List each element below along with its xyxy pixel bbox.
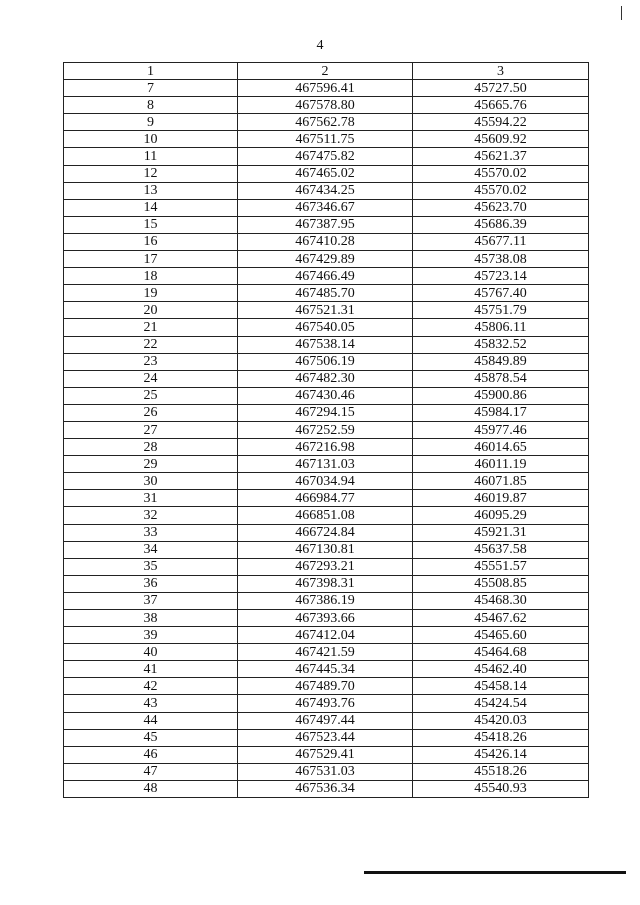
table-row: [64, 661, 589, 678]
cell-point-number: 34: [64, 541, 238, 558]
cell-x-coordinate: 467130.81: [238, 541, 413, 558]
table-row: [64, 251, 589, 268]
cell-y-coordinate: 45468.30: [413, 592, 589, 609]
cell-point-number: 28: [64, 439, 238, 456]
table-row: [64, 627, 589, 644]
cell-y-coordinate: 45849.89: [413, 353, 589, 370]
cell-x-coordinate: 467410.28: [238, 233, 413, 250]
table-row: [64, 216, 589, 233]
cell-y-coordinate: 45984.17: [413, 404, 589, 421]
cell-y-coordinate: 45832.52: [413, 336, 589, 353]
table-row: [64, 285, 589, 302]
table-row: [64, 558, 589, 575]
cell-point-number: 32: [64, 507, 238, 524]
table-row: [64, 421, 589, 438]
cell-x-coordinate: 467434.25: [238, 182, 413, 199]
cell-point-number: 23: [64, 353, 238, 370]
cell-x-coordinate: 467294.15: [238, 404, 413, 421]
cell-y-coordinate: 46071.85: [413, 473, 589, 490]
cell-point-number: 45: [64, 729, 238, 746]
cell-y-coordinate: 46095.29: [413, 507, 589, 524]
table-row: [64, 404, 589, 421]
cell-point-number: 39: [64, 627, 238, 644]
table-row: [64, 370, 589, 387]
cell-y-coordinate: 46011.19: [413, 456, 589, 473]
cell-y-coordinate: 45686.39: [413, 216, 589, 233]
cell-point-number: 14: [64, 199, 238, 216]
cell-y-coordinate: 45767.40: [413, 285, 589, 302]
table-header: [64, 63, 589, 80]
cell-point-number: 21: [64, 319, 238, 336]
cell-x-coordinate: 467538.14: [238, 336, 413, 353]
cell-y-coordinate: 45900.86: [413, 387, 589, 404]
table-row: [64, 319, 589, 336]
cell-y-coordinate: 45637.58: [413, 541, 589, 558]
cell-point-number: 10: [64, 131, 238, 148]
cell-x-coordinate: 467412.04: [238, 627, 413, 644]
table-row: [64, 473, 589, 490]
table-row: [64, 490, 589, 507]
cell-y-coordinate: 45594.22: [413, 114, 589, 131]
cell-x-coordinate: 467346.67: [238, 199, 413, 216]
cell-x-coordinate: 467562.78: [238, 114, 413, 131]
cell-x-coordinate: 466984.77: [238, 490, 413, 507]
cell-x-coordinate: 467393.66: [238, 610, 413, 627]
cell-point-number: 17: [64, 251, 238, 268]
cell-y-coordinate: 45540.93: [413, 780, 589, 797]
table-row: [64, 199, 589, 216]
cell-point-number: 7: [64, 80, 238, 97]
cell-y-coordinate: 45508.85: [413, 575, 589, 592]
cell-point-number: 44: [64, 712, 238, 729]
cell-x-coordinate: 467387.95: [238, 216, 413, 233]
table-row: [64, 746, 589, 763]
cell-y-coordinate: 45921.31: [413, 524, 589, 541]
table-row: [64, 541, 589, 558]
cell-x-coordinate: 467252.59: [238, 421, 413, 438]
table-row: [64, 592, 589, 609]
table-row: [64, 182, 589, 199]
table-row: [64, 610, 589, 627]
cell-y-coordinate: 45751.79: [413, 302, 589, 319]
cell-point-number: 36: [64, 575, 238, 592]
cell-x-coordinate: 467421.59: [238, 644, 413, 661]
table-row: [64, 353, 589, 370]
cell-point-number: 12: [64, 165, 238, 182]
table-row: [64, 268, 589, 285]
table-row: [64, 114, 589, 131]
table-row: [64, 712, 589, 729]
cell-y-coordinate: 45878.54: [413, 370, 589, 387]
cell-x-coordinate: 467506.19: [238, 353, 413, 370]
cell-x-coordinate: 467511.75: [238, 131, 413, 148]
cell-x-coordinate: 467485.70: [238, 285, 413, 302]
cell-point-number: 47: [64, 763, 238, 780]
cell-x-coordinate: 467430.46: [238, 387, 413, 404]
cell-x-coordinate: 467293.21: [238, 558, 413, 575]
cell-point-number: 48: [64, 780, 238, 797]
cell-x-coordinate: 467596.41: [238, 80, 413, 97]
column-header-y-coordinate: 3: [413, 63, 589, 80]
cell-point-number: 35: [64, 558, 238, 575]
cell-x-coordinate: 467529.41: [238, 746, 413, 763]
table-row: [64, 233, 589, 250]
cell-y-coordinate: 45727.50: [413, 80, 589, 97]
cell-point-number: 38: [64, 610, 238, 627]
cell-y-coordinate: 45518.26: [413, 763, 589, 780]
cell-y-coordinate: 45426.14: [413, 746, 589, 763]
cell-x-coordinate: 467465.02: [238, 165, 413, 182]
cell-point-number: 13: [64, 182, 238, 199]
cell-point-number: 40: [64, 644, 238, 661]
table-row: [64, 456, 589, 473]
cell-y-coordinate: 45806.11: [413, 319, 589, 336]
cell-y-coordinate: 45570.02: [413, 165, 589, 182]
cell-point-number: 16: [64, 233, 238, 250]
table-row: [64, 678, 589, 695]
cell-point-number: 11: [64, 148, 238, 165]
column-header-point-number: 1: [64, 63, 238, 80]
table-row: [64, 507, 589, 524]
table-row: [64, 524, 589, 541]
cell-y-coordinate: 45609.92: [413, 131, 589, 148]
cell-point-number: 9: [64, 114, 238, 131]
table-row: [64, 336, 589, 353]
table-row: [64, 763, 589, 780]
cell-x-coordinate: 467482.30: [238, 370, 413, 387]
header-row: [64, 63, 589, 80]
cell-y-coordinate: 45467.62: [413, 610, 589, 627]
coordinates-table: [63, 62, 589, 798]
cell-point-number: 27: [64, 421, 238, 438]
cell-x-coordinate: 467489.70: [238, 678, 413, 695]
cell-y-coordinate: 45723.14: [413, 268, 589, 285]
table-row: [64, 439, 589, 456]
cell-x-coordinate: 467445.34: [238, 661, 413, 678]
table-row: [64, 695, 589, 712]
cell-y-coordinate: 45458.14: [413, 678, 589, 695]
cell-point-number: 30: [64, 473, 238, 490]
cell-x-coordinate: 467540.05: [238, 319, 413, 336]
cell-y-coordinate: 45738.08: [413, 251, 589, 268]
cell-x-coordinate: 467521.31: [238, 302, 413, 319]
cell-x-coordinate: 466724.84: [238, 524, 413, 541]
cell-point-number: 42: [64, 678, 238, 695]
table-row: [64, 97, 589, 114]
cell-y-coordinate: 45418.26: [413, 729, 589, 746]
cell-point-number: 25: [64, 387, 238, 404]
cell-x-coordinate: 467475.82: [238, 148, 413, 165]
table-row: [64, 302, 589, 319]
cell-x-coordinate: 467493.76: [238, 695, 413, 712]
corner-scan-mark: [621, 6, 622, 20]
cell-y-coordinate: 45465.60: [413, 627, 589, 644]
cell-y-coordinate: 46014.65: [413, 439, 589, 456]
cell-y-coordinate: 45420.03: [413, 712, 589, 729]
cell-y-coordinate: 45677.11: [413, 233, 589, 250]
cell-x-coordinate: 467536.34: [238, 780, 413, 797]
table-row: [64, 575, 589, 592]
cell-y-coordinate: 45977.46: [413, 421, 589, 438]
cell-x-coordinate: 467216.98: [238, 439, 413, 456]
cell-y-coordinate: 45424.54: [413, 695, 589, 712]
cell-x-coordinate: 467131.03: [238, 456, 413, 473]
cell-point-number: 43: [64, 695, 238, 712]
cell-point-number: 19: [64, 285, 238, 302]
cell-y-coordinate: 45665.76: [413, 97, 589, 114]
cell-y-coordinate: 45551.57: [413, 558, 589, 575]
cell-point-number: 31: [64, 490, 238, 507]
cell-x-coordinate: 467398.31: [238, 575, 413, 592]
column-header-x-coordinate: 2: [238, 63, 413, 80]
page-number: 4: [316, 38, 324, 53]
cell-y-coordinate: 45464.68: [413, 644, 589, 661]
cell-x-coordinate: 467466.49: [238, 268, 413, 285]
cell-x-coordinate: 467386.19: [238, 592, 413, 609]
bottom-rule: [364, 871, 626, 874]
cell-point-number: 26: [64, 404, 238, 421]
cell-y-coordinate: 45623.70: [413, 199, 589, 216]
cell-y-coordinate: 45462.40: [413, 661, 589, 678]
cell-point-number: 41: [64, 661, 238, 678]
cell-x-coordinate: 467578.80: [238, 97, 413, 114]
cell-point-number: 46: [64, 746, 238, 763]
cell-point-number: 20: [64, 302, 238, 319]
cell-point-number: 33: [64, 524, 238, 541]
cell-x-coordinate: 467497.44: [238, 712, 413, 729]
table-row: [64, 131, 589, 148]
table-row: [64, 387, 589, 404]
cell-point-number: 8: [64, 97, 238, 114]
table-row: [64, 80, 589, 97]
cell-x-coordinate: 467034.94: [238, 473, 413, 490]
table-body: [64, 80, 589, 798]
cell-point-number: 29: [64, 456, 238, 473]
cell-x-coordinate: 467523.44: [238, 729, 413, 746]
table-row: [64, 148, 589, 165]
cell-x-coordinate: 467429.89: [238, 251, 413, 268]
cell-y-coordinate: 45570.02: [413, 182, 589, 199]
cell-point-number: 15: [64, 216, 238, 233]
cell-y-coordinate: 46019.87: [413, 490, 589, 507]
cell-point-number: 22: [64, 336, 238, 353]
cell-x-coordinate: 467531.03: [238, 763, 413, 780]
cell-point-number: 37: [64, 592, 238, 609]
table-row: [64, 644, 589, 661]
table-row: [64, 780, 589, 797]
table-row: [64, 729, 589, 746]
cell-point-number: 18: [64, 268, 238, 285]
cell-y-coordinate: 45621.37: [413, 148, 589, 165]
cell-x-coordinate: 466851.08: [238, 507, 413, 524]
cell-point-number: 24: [64, 370, 238, 387]
table-row: [64, 165, 589, 182]
